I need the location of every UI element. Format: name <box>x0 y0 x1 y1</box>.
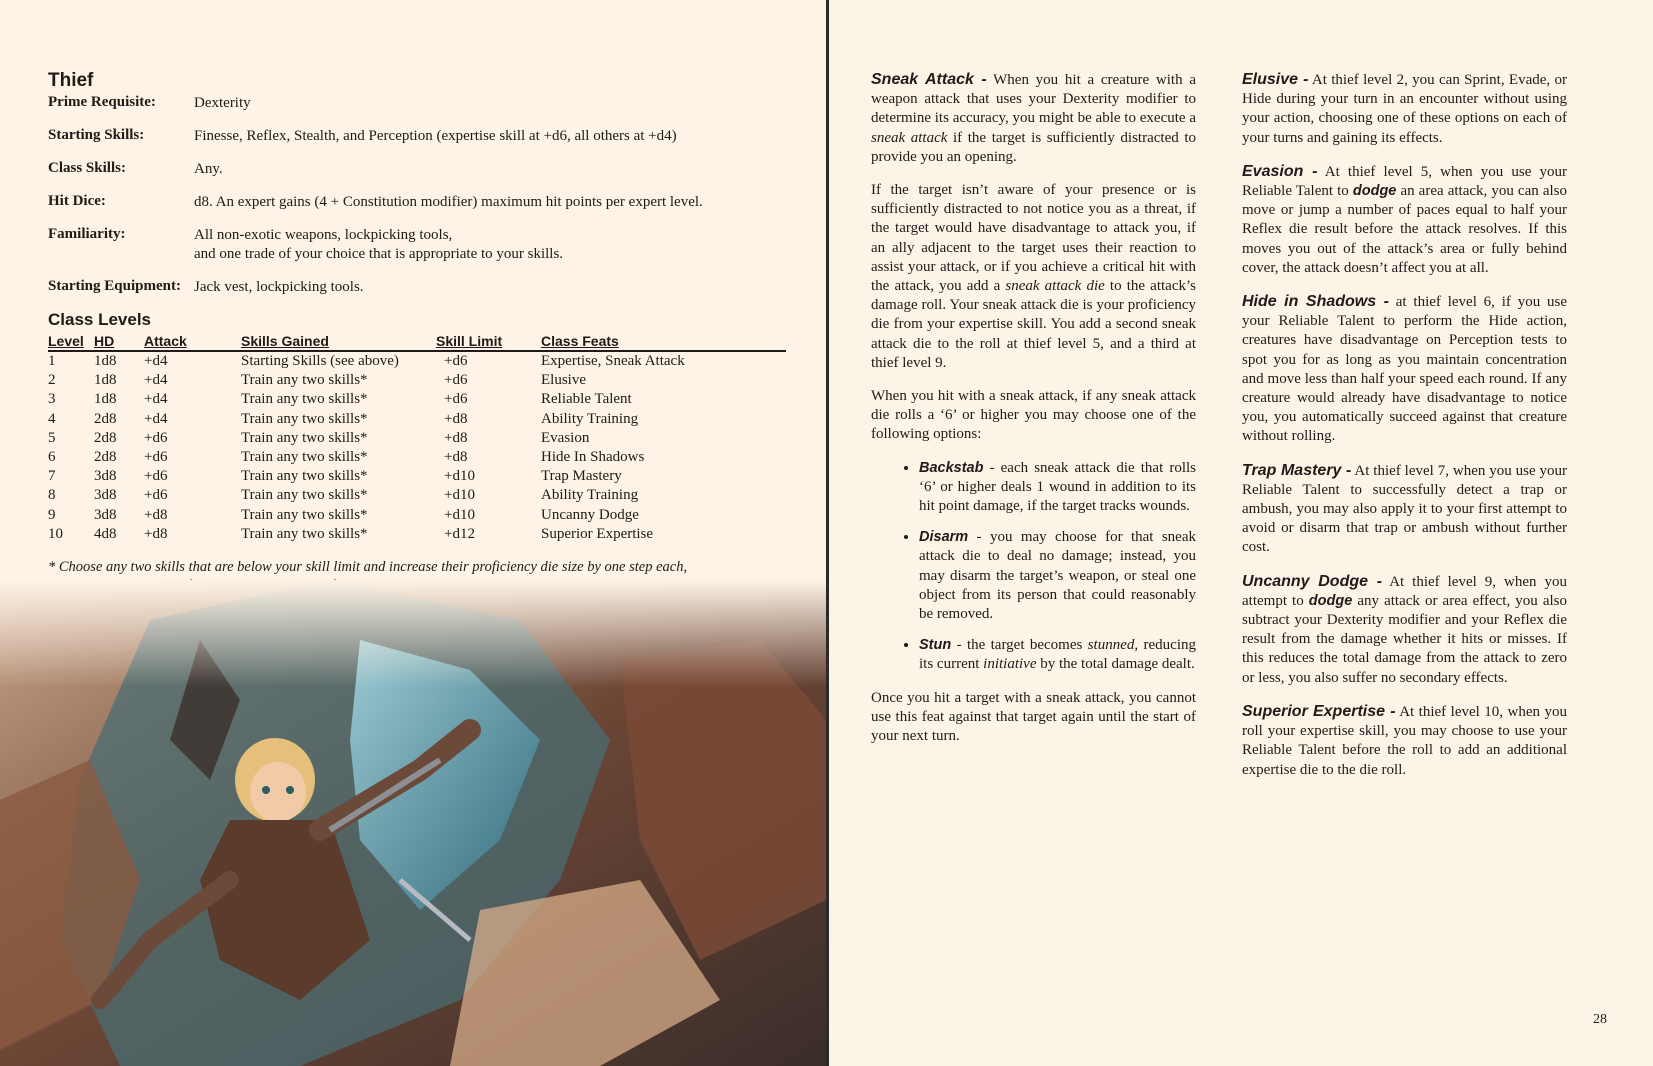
trap-text: At thief level 7, when you use your Reliable Talent to successfully detect a trap or ambush, you may also apply it to your first attempt to avoid or disarm that trap or ambush without further cost. <box>1242 462 1568 556</box>
evasion-title: Evasion - <box>1242 162 1318 180</box>
starting-skills-value: Finesse, Reflex, Stealth, and Perception (expertise skill at +d6, all others at +d4) <box>194 128 677 144</box>
cell-class-feat: Elusive <box>541 372 586 389</box>
cell-level: 5 <box>48 429 56 446</box>
sneak-attack-text-b: if the target is sufficiently distracted to provide you an opening. <box>871 129 1196 165</box>
sneak-attack-paragraph-2 <box>871 181 1196 373</box>
cell-skill-limit: +d8 <box>444 410 468 427</box>
right-column-1 <box>871 70 1196 760</box>
hide-title: Hide in Shadows - <box>1242 293 1389 311</box>
cell-skills-gained: Train any two skills* <box>241 372 368 389</box>
cell-level: 6 <box>48 449 56 466</box>
cell-attack: +d4 <box>144 372 168 389</box>
cell-skill-limit: +d6 <box>444 372 468 389</box>
table-row <box>48 429 786 448</box>
cell-class-feat: Trap Mastery <box>541 468 622 485</box>
cell-level: 7 <box>48 468 56 485</box>
cell-class-feat: Expertise, Sneak Attack <box>541 353 685 370</box>
cell-hd: 1d8 <box>94 391 117 408</box>
backstab-text: - each sneak attack die that rolls ‘6’ or higher deals 1 wound in addition to its hit point damage, if the target tracks wounds. <box>919 459 1196 515</box>
footnote-line-1: * Choose any two skills that are below your skill limit and increase their proficiency die size by one step each, <box>48 559 688 575</box>
hit-dice-label: Hit Dice: <box>48 193 106 209</box>
familiarity-value <box>194 226 563 264</box>
cell-hd: 3d8 <box>94 468 117 485</box>
cell-hd: 3d8 <box>94 506 117 523</box>
cell-level: 3 <box>48 391 56 408</box>
stun-em-1: stunned <box>1087 637 1135 654</box>
cell-class-feat: Ability Training <box>541 410 639 427</box>
elusive-paragraph <box>1242 70 1567 148</box>
cell-attack: +d6 <box>144 487 168 504</box>
cell-skill-limit: +d12 <box>444 525 475 542</box>
disarm-title: Disarm <box>919 529 969 546</box>
stun-title: Stun <box>919 637 952 654</box>
uncanny-title: Uncanny Dodge - <box>1242 572 1383 590</box>
starting-equipment-value: Jack vest, lockpicking tools. <box>194 279 364 295</box>
table-row <box>48 506 786 525</box>
cell-attack: +d6 <box>144 429 168 446</box>
evasion-paragraph <box>1242 162 1567 278</box>
evasion-text-b: an area attack, you can also move or jump a number of paces equal to half your Reflex die result before the attack resolves. If this moves you out of the attack’s area or fully behind cover, the attack doesn’t affect you at all. <box>1242 183 1567 276</box>
sneak-p2-text-a: If the target isn’t aware of your presence or is sufficiently distracted to not notice you as a threat, if the target would have disadvantage to attack you, if an ally adjacent to the target uses their reaction to assist your attack, or if you achieve a critical hit with the attack, you add a <box>871 182 1196 295</box>
cell-skills-gained: Train any two skills* <box>241 410 368 427</box>
cell-attack: +d6 <box>144 449 168 466</box>
cell-class-feat: Uncanny Dodge <box>541 506 639 523</box>
hide-paragraph <box>1242 292 1567 447</box>
table-row <box>48 371 786 390</box>
class-levels-title: Class Levels <box>48 310 152 329</box>
sneak-attack-text-a: When you hit a creature with a weapon attack that uses your Dexterity modifier to determine its accuracy, you might be able to execute a <box>871 72 1196 127</box>
starting-skills-label: Starting Skills: <box>48 127 145 143</box>
table-row <box>48 410 786 429</box>
right-column-2 <box>1242 70 1567 794</box>
cell-class-feat: Reliable Talent <box>541 391 632 408</box>
cell-hd: 2d8 <box>94 429 117 446</box>
superior-paragraph <box>1242 702 1567 780</box>
table-row <box>48 525 786 544</box>
superior-title: Superior Expertise - <box>1242 702 1396 720</box>
cell-skills-gained: Train any two skills* <box>241 429 368 446</box>
cell-class-feat: Ability Training <box>541 487 639 504</box>
cell-skills-gained: Train any two skills* <box>241 487 368 504</box>
cell-skill-limit: +d6 <box>444 353 468 370</box>
cell-level: 8 <box>48 487 56 504</box>
cell-attack: +d8 <box>144 525 168 542</box>
familiarity-line-1: All non-exotic weapons, lockpicking tools, <box>194 227 453 243</box>
cell-hd: 1d8 <box>94 372 117 389</box>
cell-attack: +d4 <box>144 391 168 408</box>
prime-requisite-label: Prime Requisite: <box>48 94 156 110</box>
elusive-text: At thief level 2, you can Sprint, Evade, or Hide during your turn in an encounter without using your action, choosing one of these options on each of your turns and gaining its effects. <box>1242 72 1567 146</box>
cell-skills-gained: Train any two skills* <box>241 525 368 542</box>
cell-level: 4 <box>48 410 56 427</box>
cell-skill-limit: +d10 <box>444 468 475 485</box>
sneak-attack-paragraph-4: Once you hit a target with a sneak attack, you cannot use this feat against that target again until the start of your next turn. <box>871 689 1196 745</box>
uncanny-text-a: At thief level 9, when you attempt to <box>1242 573 1567 609</box>
trap-title: Trap Mastery - <box>1242 461 1352 479</box>
cell-skills-gained: Train any two skills* <box>241 468 368 485</box>
cell-level: 2 <box>48 372 56 389</box>
header-level: Level <box>48 332 94 351</box>
table-row <box>48 486 786 505</box>
stun-text-b: , reducing its current <box>919 637 1196 673</box>
starting-equipment-label: Starting Equipment: <box>48 278 181 294</box>
sneak-attack-paragraph-3: When you hit with a sneak attack, if any sneak attack die rolls a ‘6’ or higher you may choose one of the following options: <box>871 388 1196 443</box>
uncanny-paragraph <box>1242 572 1567 688</box>
disarm-text: - you may choose for that sneak attack die to deal no damage; instead, you may disarm the target’s weapon, or steal one object from its person that could reasonably be removed. <box>919 529 1196 623</box>
cell-hd: 3d8 <box>94 487 117 504</box>
trap-paragraph <box>1242 461 1567 558</box>
cell-skills-gained: Train any two skills* <box>241 506 368 523</box>
sneak-options-list <box>871 459 1196 675</box>
cell-skill-limit: +d6 <box>444 391 468 408</box>
stun-text-c: by the total damage dealt. <box>1036 656 1195 673</box>
cell-level: 1 <box>48 353 56 370</box>
cell-skills-gained: Starting Skills (see above) <box>241 353 399 370</box>
list-item <box>919 636 1196 674</box>
cell-skill-limit: +d8 <box>444 429 468 446</box>
thief-illustration <box>0 580 826 1066</box>
cell-hd: 4d8 <box>94 525 117 542</box>
table-row <box>48 390 786 409</box>
cell-hd: 2d8 <box>94 410 117 427</box>
cell-level: 9 <box>48 506 56 523</box>
cell-class-feat: Evasion <box>541 429 590 446</box>
class-skills-value: Any. <box>194 161 223 177</box>
cell-class-feat: Superior Expertise <box>541 525 654 542</box>
sneak-attack-paragraph <box>871 70 1196 167</box>
stun-em-2: initiative <box>983 656 1037 673</box>
cell-class-feat: Hide In Shadows <box>541 449 645 466</box>
elusive-title: Elusive - <box>1242 71 1309 88</box>
cell-skills-gained: Train any two skills* <box>241 391 368 408</box>
cell-attack: +d4 <box>144 410 168 427</box>
table-row <box>48 448 786 467</box>
table-row <box>48 467 786 486</box>
page-number: 28 <box>1593 1012 1607 1027</box>
header-class-feats: Class Feats <box>541 332 786 351</box>
uncanny-dodge: dodge <box>1308 592 1353 609</box>
header-hd: HD <box>94 332 144 351</box>
list-item <box>919 528 1196 624</box>
evasion-dodge: dodge <box>1352 183 1397 200</box>
superior-text: At thief level 10, when you roll your expertise skill, you may choose to use your Reliable Talent before the roll to add an additional expertise die to the die roll. <box>1242 703 1567 778</box>
header-skill-limit: Skill Limit <box>436 332 541 351</box>
table-row <box>48 351 786 371</box>
cell-hd: 2d8 <box>94 449 117 466</box>
cell-attack: +d6 <box>144 468 168 485</box>
uncanny-text-b: any attack or area effect, you also subtract your Dexterity modifier and your Reflex die result from the damage whether it hits or misses. If this reduces the total damage from the attack to zero or less, you also suffer no secondary effects. <box>1242 592 1567 686</box>
cell-hd: 1d8 <box>94 353 117 370</box>
cell-level: 10 <box>48 525 63 542</box>
prime-requisite-value: Dexterity <box>194 95 251 111</box>
cell-attack: +d8 <box>144 506 168 523</box>
list-item <box>919 459 1196 517</box>
table-header-row <box>48 332 786 351</box>
header-attack: Attack <box>144 332 241 351</box>
familiarity-line-2: and one trade of your choice that is appropriate to your skills. <box>194 246 564 262</box>
class-title: Thief <box>48 70 94 91</box>
sneak-attack-title: Sneak Attack - <box>871 71 987 88</box>
cell-attack: +d4 <box>144 353 168 370</box>
cell-skills-gained: Train any two skills* <box>241 449 368 466</box>
evasion-text-a: At thief level 5, when you use your Reliable Talent to <box>1242 163 1568 200</box>
hit-dice-value: d8. An expert gains (4 + Constitution modifier) maximum hit points per expert level. <box>194 194 703 210</box>
cell-skill-limit: +d10 <box>444 487 475 504</box>
cell-skill-limit: +d10 <box>444 506 475 523</box>
class-skills-label: Class Skills: <box>48 160 126 176</box>
sneak-p2-em: sneak attack die <box>1005 278 1105 295</box>
familiarity-label: Familiarity: <box>48 226 126 242</box>
backstab-title: Backstab <box>919 459 984 476</box>
sneak-p2-text-b: to the attack’s damage roll. Your sneak attack die is your proficiency die from your expertise skill. You add a second sneak attack die to the roll at thief level 5, and a third at thief level 9. <box>871 278 1196 371</box>
left-page <box>0 0 826 1066</box>
cell-skill-limit: +d8 <box>444 449 468 466</box>
right-page <box>829 0 1653 1066</box>
class-levels-table <box>48 332 786 544</box>
header-skills-gained: Skills Gained <box>241 332 436 351</box>
hide-text: at thief level 6, if you use your Reliable Talent to perform the Hide action, creatures have disadvantage on Perception tests to spot you for as long as you maintain concentration and move less than half your speed each round. If any creature would already have disadvantage to notice you, you automatically succeed against that creature without rolling. <box>1242 294 1567 445</box>
stun-text-a: - the target becomes <box>951 637 1088 654</box>
sneak-attack-em: sneak attack <box>871 129 948 146</box>
